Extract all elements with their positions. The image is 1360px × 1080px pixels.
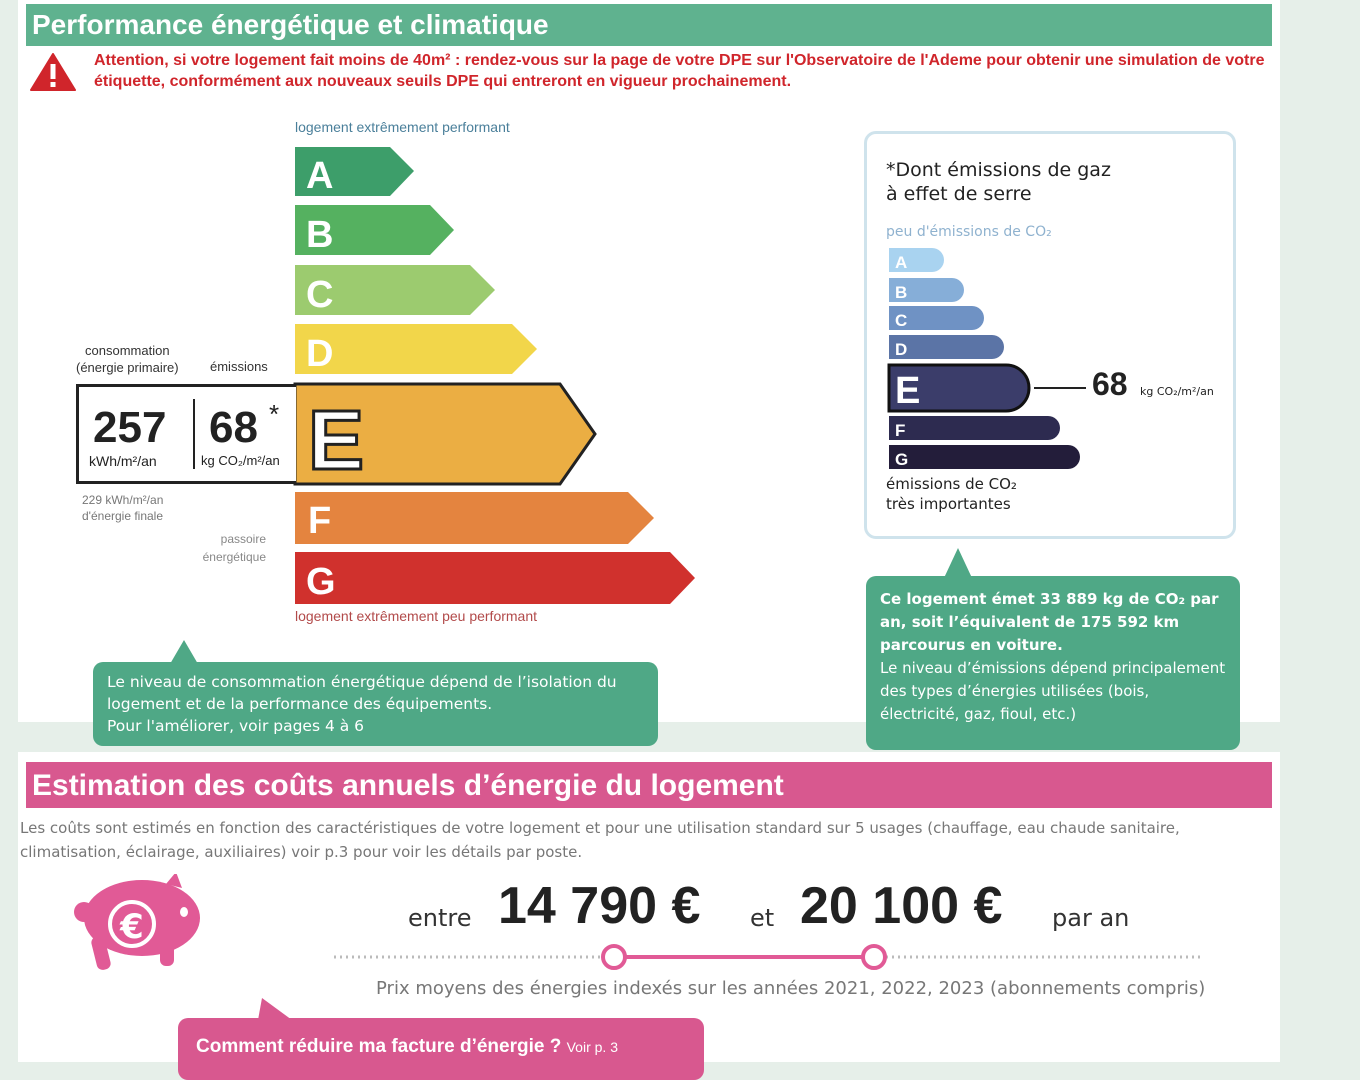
reduce-bill-page: Voir p. 3 bbox=[566, 1039, 618, 1055]
svg-text:C: C bbox=[306, 274, 334, 316]
svg-text:A: A bbox=[306, 155, 334, 197]
cost-max-marker bbox=[863, 946, 885, 968]
ges-title-line2: à effet de serre bbox=[886, 183, 1032, 205]
energy-value-box bbox=[76, 384, 296, 484]
emission-unit: kg CO₂/m²/an bbox=[201, 453, 280, 468]
ges-callout bbox=[866, 576, 1240, 750]
passoire-line1: passoire bbox=[220, 532, 266, 546]
cost-min: 14 790 € bbox=[498, 877, 701, 935]
energy-top-label: logement extrêmement performant bbox=[295, 119, 510, 135]
euro-symbol: € bbox=[120, 907, 144, 947]
energy-scale bbox=[290, 140, 710, 610]
value-separator bbox=[193, 399, 195, 469]
ges-bottom-label bbox=[886, 474, 1017, 514]
ges-bottom-line1: émissions de CO₂ bbox=[886, 475, 1017, 493]
svg-text:G: G bbox=[895, 450, 909, 469]
energy-class-c bbox=[295, 265, 495, 316]
ges-value: 68 bbox=[1092, 366, 1128, 402]
svg-text:G: G bbox=[306, 561, 336, 603]
svg-text:C: C bbox=[895, 311, 908, 330]
consumption-label bbox=[76, 342, 179, 376]
cost-max: 20 100 € bbox=[800, 877, 1003, 935]
piggy-bank-icon bbox=[66, 874, 208, 974]
emission-star: * bbox=[269, 399, 280, 429]
final-energy-value: 229 kWh/m²/an bbox=[82, 493, 164, 507]
svg-text:B: B bbox=[895, 283, 908, 302]
ges-title bbox=[886, 158, 1111, 206]
ges-top-label: peu d'émissions de CO₂ bbox=[886, 224, 1052, 240]
costs-note: Les coûts sont estimés en fonction des caractéristiques de votre logement et pour une utilisation standard sur 5 usages (chauffage, eau chaude sanitaire, climatisation, éclairage, auxiliaires) voir p.3 pour voir les détails par poste. bbox=[20, 819, 1180, 861]
passoire-label bbox=[186, 530, 266, 566]
ges-callout-bold: Ce logement émet 33 889 kg de CO₂ par an, soit l’équivalent de 175 592 km parcourus en voiture. bbox=[880, 590, 1219, 654]
consumption-label-line2: (énergie primaire) bbox=[76, 360, 179, 375]
reduce-bill-label: Comment réduire ma facture d’énergie ? bbox=[196, 1036, 562, 1057]
ges-class-a bbox=[889, 248, 944, 272]
svg-text:F: F bbox=[895, 421, 906, 440]
cost-min-marker bbox=[603, 946, 625, 968]
callout-pointer-left bbox=[170, 640, 198, 664]
ges-bottom-line2: très importantes bbox=[886, 495, 1011, 513]
ges-class-b bbox=[889, 278, 964, 302]
primary-energy-value: 257 bbox=[93, 403, 167, 452]
emission-value: 68 bbox=[209, 403, 258, 452]
ges-class-e bbox=[889, 365, 1029, 412]
reduce-bill-link[interactable] bbox=[178, 1018, 704, 1080]
callout-pointer-pink bbox=[258, 998, 292, 1020]
performance-title: Performance énergétique et climatique bbox=[26, 4, 1272, 46]
ges-unit: kg CO₂/m²/an bbox=[1140, 385, 1214, 398]
svg-text:E: E bbox=[308, 393, 365, 487]
warning-icon bbox=[30, 52, 76, 92]
primary-energy-unit: kWh/m²/an bbox=[89, 453, 157, 469]
ges-class-f bbox=[889, 416, 1060, 440]
svg-text:D: D bbox=[306, 333, 334, 375]
energy-callout-line2: logement et de la performance des équipements. bbox=[107, 695, 493, 713]
energy-class-g bbox=[295, 552, 695, 604]
svg-text:B: B bbox=[306, 214, 334, 256]
ges-value-leader bbox=[1034, 387, 1086, 389]
prices-note: Prix moyens des énergies indexés sur les années 2021, 2022, 2023 (abonnements compris) bbox=[376, 978, 1206, 999]
svg-text:A: A bbox=[895, 253, 908, 272]
ges-callout-text: Le niveau d’émissions dépend principalement des types d’énergies utilisées (bois, électricité, gaz, fioul, etc.) bbox=[880, 659, 1226, 723]
costs-title: Estimation des coûts annuels d’énergie du logement bbox=[26, 762, 1272, 808]
energy-callout bbox=[93, 662, 658, 746]
energy-bottom-label: logement extrêmement peu performant bbox=[295, 608, 538, 624]
cost-et: et bbox=[750, 904, 775, 932]
energy-class-b bbox=[295, 205, 454, 256]
energy-class-f bbox=[295, 492, 654, 544]
ges-class-c bbox=[889, 306, 984, 330]
energy-class-e bbox=[295, 384, 595, 487]
ges-title-line1: *Dont émissions de gaz bbox=[886, 159, 1111, 181]
energy-class-d bbox=[295, 324, 537, 375]
ges-class-g bbox=[889, 445, 1080, 469]
svg-text:D: D bbox=[895, 340, 908, 359]
callout-pointer-right bbox=[944, 548, 972, 578]
svg-text:F: F bbox=[308, 500, 332, 542]
emissions-label: émissions bbox=[210, 359, 268, 374]
cost-range-scale bbox=[330, 940, 1210, 974]
consumption-label-line1: consommation bbox=[85, 343, 170, 358]
svg-text:E: E bbox=[895, 370, 921, 412]
warning-text: Attention, si votre logement fait moins de 40m² : rendez-vous sur la page de votre DPE sur l'Observatoire de l'Ademe pour obtenir une simulation de votre étiquette, conformément aux nouveaux seuils DPE qui entreront en vigueur prochainement. bbox=[94, 52, 1265, 90]
passoire-line2: énergétique bbox=[202, 550, 266, 564]
energy-callout-line1: Le niveau de consommation énergétique dépend de l’isolation du bbox=[107, 673, 617, 691]
final-energy-caption: d'énergie finale bbox=[82, 509, 164, 523]
ges-scale bbox=[886, 246, 1086, 474]
ges-class-d bbox=[889, 335, 1004, 359]
cost-entre: entre bbox=[408, 904, 472, 932]
energy-class-a bbox=[295, 147, 414, 197]
cost-par-an: par an bbox=[1052, 904, 1130, 932]
final-energy-label bbox=[82, 492, 163, 524]
energy-callout-line3: Pour l'améliorer, voir pages 4 à 6 bbox=[107, 717, 365, 735]
